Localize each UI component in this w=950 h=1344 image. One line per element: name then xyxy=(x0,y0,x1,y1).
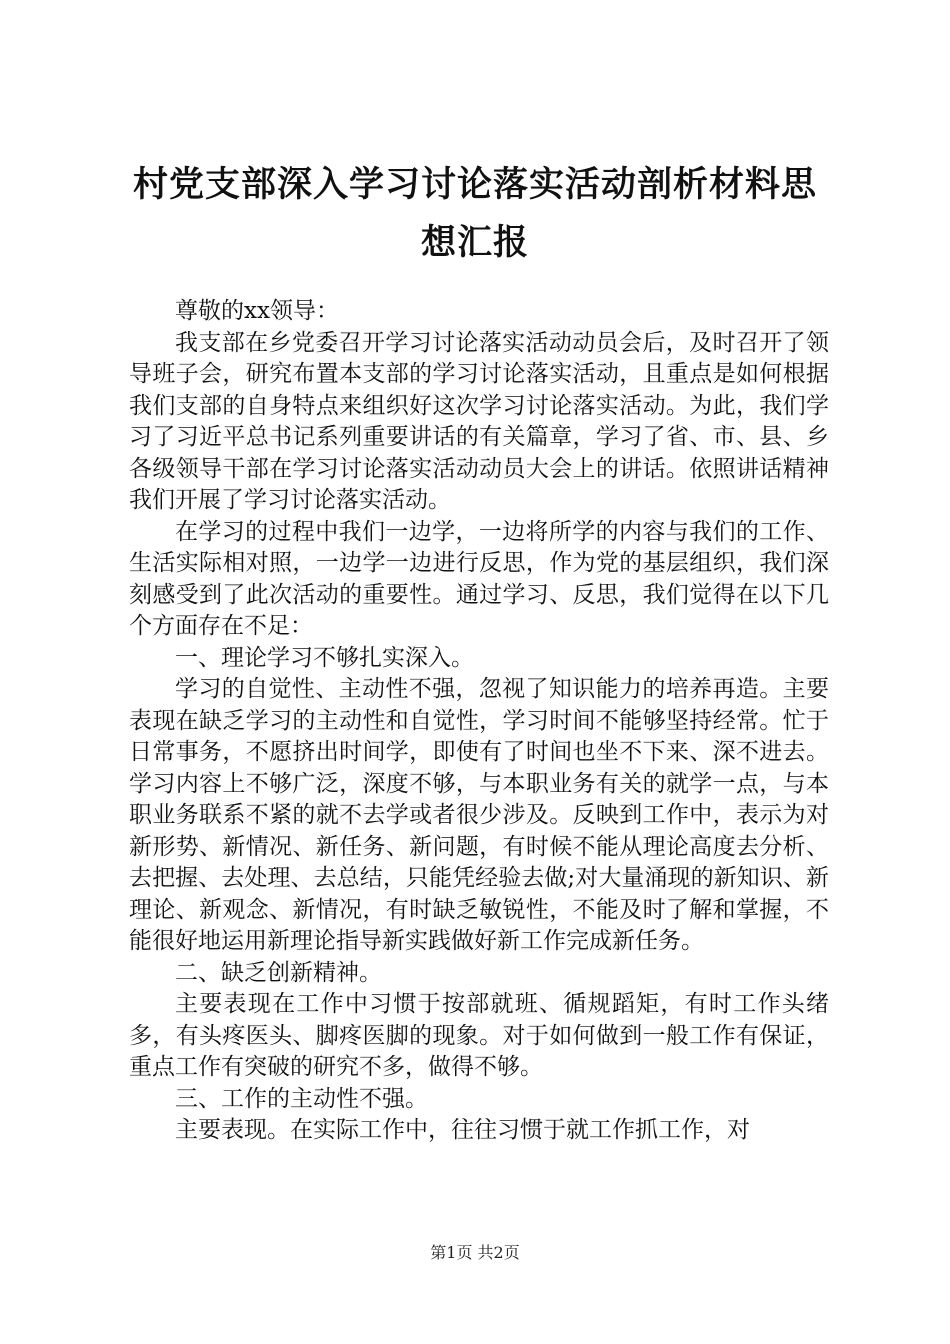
paragraph-section-3: 主要表现。在实际工作中，往往习惯于就工作抓工作，对 xyxy=(175,1117,750,1143)
paragraph-reflection: 在学习的过程中我们一边学，一边将所学的内容与我们的工作、生活实际相对照，一边学一边进行反思，作为党的基层组织，我们深刻感受到了此次活动的重要性。通过学习、反思，我们觉得在以下几个方面存在不足： xyxy=(129,518,829,639)
section-heading-2: 二、缺乏创新精神。 xyxy=(175,959,382,986)
section-heading-1: 一、理论学习不够扎实深入。 xyxy=(175,644,474,671)
paragraph-intro: 我支部在乡党委召开学习讨论落实活动动员会后，及时召开了领导班子会，研究布置本支部的学习讨论落实活动，且重点是如何根据我们支部的自身特点来组织好这次学习讨论落实活动。为此，我们学习了习近平总书记系列重要讲话的有关篇章，学习了省、市、县、乡各级领导干部在学习讨论落实活动动员大会上的讲话。依照讲话精神我们开展了学习讨论落实活动。 xyxy=(129,329,829,513)
document-title: 村党支部深入学习讨论落实活动剖析材料思想汇报 xyxy=(132,165,817,263)
document-body xyxy=(129,296,829,1147)
salutation: 尊敬的xx领导： xyxy=(175,298,339,324)
paragraph-section-1: 学习的自觉性、主动性不强，忽视了知识能力的培养再造。主要表现在缺乏学习的主动性和自觉性，学习时间不能够坚持经常。忙于日常事务，不愿挤出时间学，即使有了时间也坐不下来、深不进去。学习内容上不够广泛，深度不够，与本职业务有关的就学一点，与本职业务联系不紧的就不去学或者很少涉及。反映到工作中，表示为对新形势、新情况、新任务、新问题，有时候不能从理论高度去分析、去把握、去处理、去总结，只能凭经验去做;对大量涌现的新知识、新理论、新观念、新情况，有时缺乏敏锐性，不能及时了解和掌握，不能很好地运用新理论指导新实践做好新工作完成新任务。 xyxy=(129,676,829,954)
paragraph-section-2: 主要表现在工作中习惯于按部就班、循规蹈矩，有时工作头绪多，有头疼医头、脚疼医脚的现象。对于如何做到一般工作有保证，重点工作有突破的研究不多，做得不够。 xyxy=(129,991,829,1080)
page-number-footer: 第1页 共2页 xyxy=(430,1243,520,1262)
section-heading-3: 三、工作的主动性不强。 xyxy=(175,1085,428,1112)
